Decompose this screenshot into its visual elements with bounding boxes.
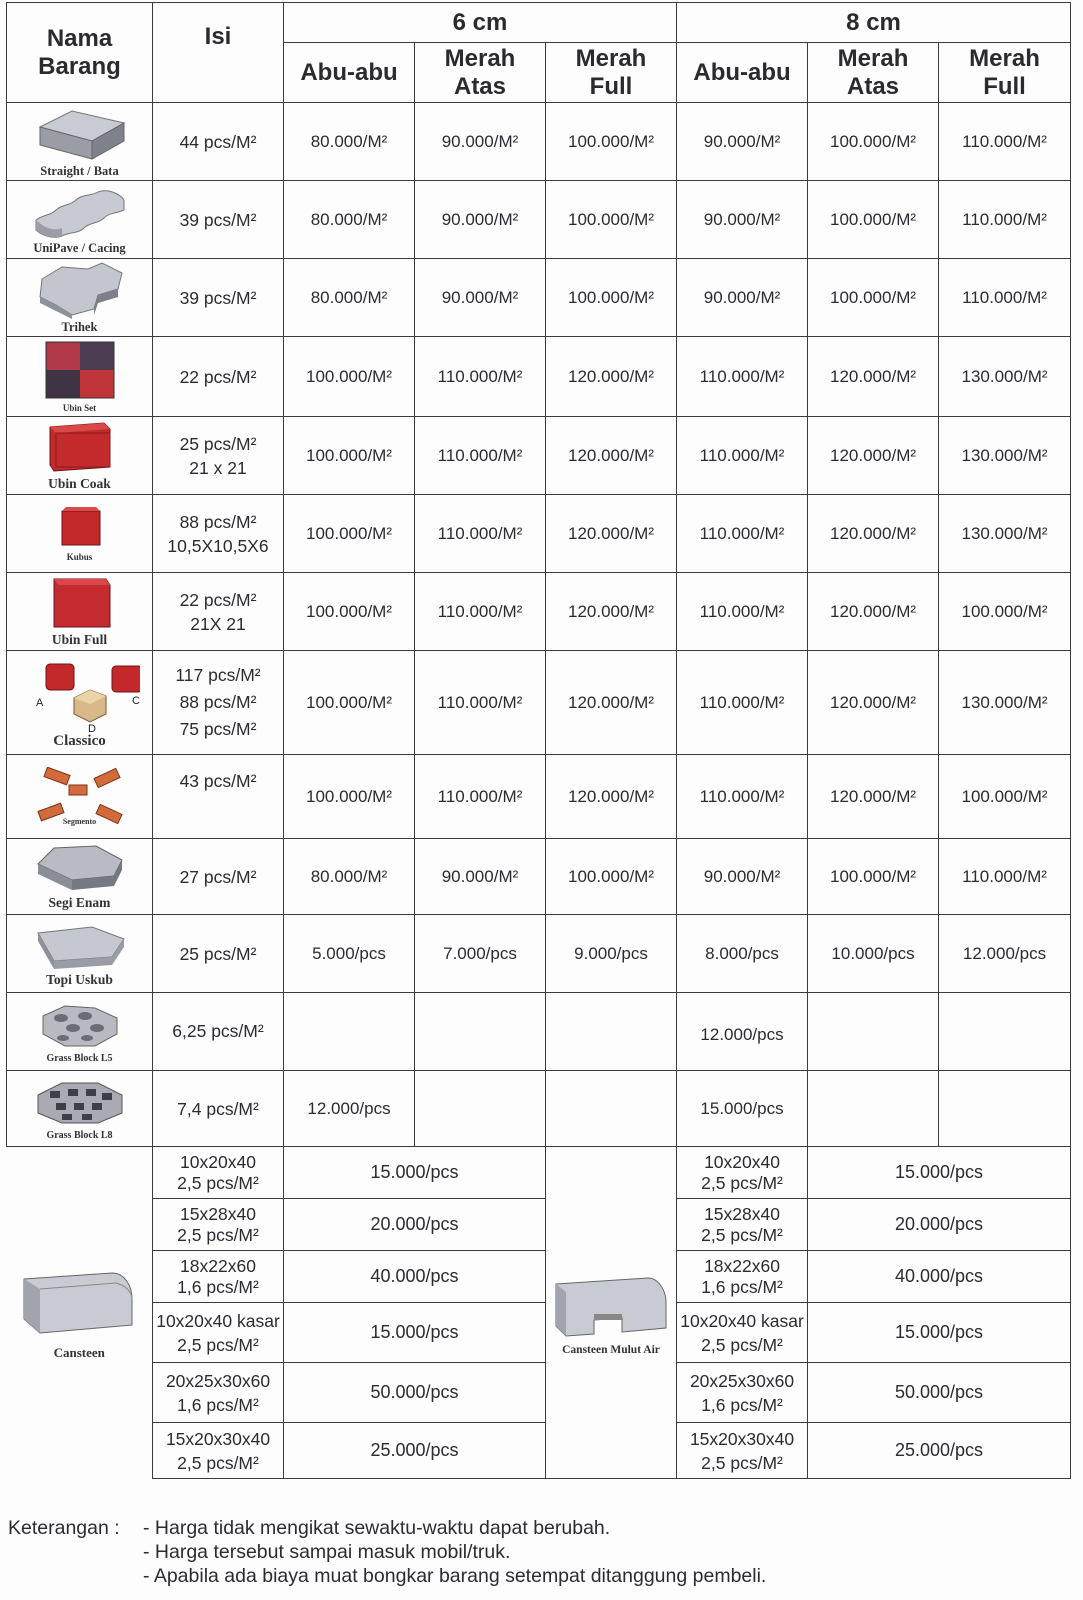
product-name: Straight / Bata	[40, 163, 119, 178]
price-cell: 100.000/M²	[808, 259, 939, 337]
price-cell: 15.000/pcs	[677, 1071, 808, 1147]
price-cell: 25.000/pcs	[284, 1423, 546, 1479]
price-cell: 100.000/M²	[939, 755, 1071, 839]
table-row	[7, 495, 1071, 573]
price-cell: 120.000/M²	[808, 573, 939, 651]
isi-cell: 43 pcs/M²	[153, 755, 284, 839]
cansteen-icon	[20, 1265, 138, 1339]
product-ubin-full	[7, 573, 153, 651]
table-row	[7, 417, 1071, 495]
isi-cell: 18x22x60 1,6 pcs/M²	[153, 1251, 284, 1303]
price-cell: 80.000/M²	[284, 103, 415, 181]
price-cell: 100.000/M²	[284, 573, 415, 651]
ubin-set-icon	[40, 340, 120, 402]
table-row	[7, 1147, 1071, 1199]
price-cell: 90.000/M²	[677, 181, 808, 259]
product-topi-uskub	[7, 915, 153, 993]
price-cell: 120.000/M²	[546, 573, 677, 651]
table-row	[7, 993, 1071, 1071]
price-cell: 110.000/M²	[677, 651, 808, 755]
notes-section	[8, 1516, 766, 1588]
classico-label-c: C	[131, 694, 140, 707]
price-cell: 20.000/pcs	[808, 1199, 1071, 1251]
segi-enam-icon	[32, 842, 128, 894]
isi-cell: 22 pcs/M² 21X 21	[153, 573, 284, 651]
header-col-merah-full-8: Merah Full	[939, 43, 1071, 103]
price-cell: 100.000/M²	[284, 495, 415, 573]
price-cell	[546, 993, 677, 1071]
product-segi-enam	[7, 839, 153, 915]
isi-cell: 39 pcs/M²	[153, 259, 284, 337]
table-row	[7, 103, 1071, 181]
notes-label: Keterangan :	[8, 1517, 120, 1539]
product-grass-block-l5	[7, 993, 153, 1071]
price-cell: 120.000/M²	[546, 651, 677, 755]
price-cell: 110.000/M²	[939, 181, 1071, 259]
price-cell: 110.000/M²	[415, 337, 546, 417]
product-grass-block-l8	[7, 1071, 153, 1147]
isi-cell: 27 pcs/M²	[153, 839, 284, 915]
classico-label-d: D	[87, 722, 96, 732]
price-cell: 110.000/M²	[415, 573, 546, 651]
product-kubus	[7, 495, 153, 573]
price-cell: 110.000/M²	[939, 839, 1071, 915]
price-cell	[808, 1071, 939, 1147]
header-col-abu-8: Abu-abu	[677, 43, 808, 103]
classico-icon	[20, 656, 140, 732]
table-row	[7, 1303, 1071, 1363]
isi-cell: 39 pcs/M²	[153, 181, 284, 259]
table-row	[7, 181, 1071, 259]
isi-cell: 6,25 pcs/M²	[153, 993, 284, 1071]
price-cell: 110.000/M²	[415, 651, 546, 755]
price-cell: 100.000/M²	[284, 755, 415, 839]
product-name: UniPave / Cacing	[33, 240, 126, 255]
price-cell: 12.000/pcs	[284, 1071, 415, 1147]
price-cell: 12.000/pcs	[939, 915, 1071, 993]
price-cell: 110.000/M²	[415, 417, 546, 495]
table-row	[7, 337, 1071, 417]
table-row	[7, 755, 1071, 839]
product-ubin-set	[7, 337, 153, 417]
unipave-block-icon	[30, 184, 130, 240]
product-name: Cansteen Mulut Air	[562, 1343, 660, 1356]
header-col-merah-atas-8: Merah Atas	[808, 43, 939, 103]
table-row	[7, 259, 1071, 337]
price-cell: 110.000/M²	[677, 417, 808, 495]
trihek-block-icon	[32, 261, 128, 319]
cansteen-mulut-air-icon	[552, 1270, 670, 1340]
isi-cell: 15x28x40 2,5 pcs/M²	[153, 1199, 284, 1251]
price-cell: 15.000/pcs	[808, 1303, 1071, 1363]
price-cell: 80.000/M²	[284, 259, 415, 337]
product-name: Classico	[53, 732, 106, 749]
price-cell: 130.000/M²	[939, 337, 1071, 417]
price-cell: 80.000/M²	[284, 181, 415, 259]
price-cell: 90.000/M²	[415, 259, 546, 337]
ubin-full-icon	[40, 575, 120, 631]
isi-cell: 25 pcs/M² 21 x 21	[153, 417, 284, 495]
price-cell: 100.000/M²	[284, 417, 415, 495]
price-cell: 100.000/M²	[939, 573, 1071, 651]
header-6cm: 6 cm	[284, 3, 677, 43]
isi-cell: 15x20x30x40 2,5 pcs/M²	[153, 1423, 284, 1479]
isi-cell: 117 pcs/M² 88 pcs/M² 75 pcs/M²	[153, 651, 284, 755]
price-cell: 7.000/pcs	[415, 915, 546, 993]
product-segmento	[7, 755, 153, 839]
table-row	[7, 1251, 1071, 1303]
isi-cell: 22 pcs/M²	[153, 337, 284, 417]
header-col-abu-6: Abu-abu	[284, 43, 415, 103]
product-name: Grass Block L5	[46, 1052, 113, 1064]
price-cell: 15.000/pcs	[284, 1147, 546, 1199]
price-cell	[415, 1071, 546, 1147]
price-cell	[546, 1071, 677, 1147]
note-line: - Harga tersebut sampai masuk mobil/truk.	[143, 1541, 511, 1563]
price-cell: 100.000/M²	[546, 839, 677, 915]
isi-cell: 20x25x30x60 1,6 pcs/M²	[153, 1363, 284, 1423]
price-cell	[939, 993, 1071, 1071]
price-cell: 120.000/M²	[808, 755, 939, 839]
table-row	[7, 915, 1071, 993]
price-cell: 110.000/M²	[415, 495, 546, 573]
price-cell: 15.000/pcs	[808, 1147, 1071, 1199]
product-classico	[7, 651, 153, 755]
header-col-merah-full-6: Merah Full	[546, 43, 677, 103]
isi-cell: 10x20x40 kasar 2,5 pcs/M²	[677, 1303, 808, 1363]
product-name: Segi Enam	[48, 895, 111, 910]
table-row	[7, 1363, 1071, 1423]
product-unipave	[7, 181, 153, 259]
kubus-icon	[50, 505, 110, 551]
price-cell: 110.000/M²	[677, 337, 808, 417]
product-straight	[7, 103, 153, 181]
product-name: Grass Block L8	[46, 1129, 113, 1141]
header-nama-barang: Nama Barang	[7, 3, 153, 103]
price-cell: 130.000/M²	[939, 417, 1071, 495]
isi-cell: 15x28x40 2,5 pcs/M²	[677, 1199, 808, 1251]
price-cell: 110.000/M²	[939, 103, 1071, 181]
price-cell	[808, 993, 939, 1071]
price-cell: 10.000/pcs	[808, 915, 939, 993]
price-cell: 25.000/pcs	[808, 1423, 1071, 1479]
price-cell: 110.000/M²	[677, 573, 808, 651]
price-cell: 100.000/M²	[284, 651, 415, 755]
price-cell: 50.000/pcs	[808, 1363, 1071, 1423]
product-name: Topi Uskub	[46, 972, 113, 987]
table-row	[7, 573, 1071, 651]
isi-cell: 25 pcs/M²	[153, 915, 284, 993]
price-cell: 110.000/M²	[677, 755, 808, 839]
product-cansteen	[7, 1147, 153, 1479]
price-cell: 110.000/M²	[677, 495, 808, 573]
note-line: - Apabila ada biaya muat bongkar barang setempat ditanggung pembeli.	[143, 1565, 767, 1587]
product-name: Kubus	[66, 552, 93, 562]
product-name: Cansteen	[53, 1344, 105, 1360]
price-cell: 90.000/M²	[415, 839, 546, 915]
grass-block-l8-icon	[32, 1077, 128, 1129]
price-table	[6, 2, 1071, 1479]
price-cell: 8.000/pcs	[677, 915, 808, 993]
price-cell: 40.000/pcs	[808, 1251, 1071, 1303]
price-cell: 20.000/pcs	[284, 1199, 546, 1251]
price-cell: 100.000/M²	[284, 337, 415, 417]
product-name: Segmento	[62, 817, 97, 826]
price-cell: 15.000/pcs	[284, 1303, 546, 1363]
price-cell: 100.000/M²	[808, 181, 939, 259]
price-cell: 130.000/M²	[939, 495, 1071, 573]
table-row	[7, 1071, 1071, 1147]
price-cell: 110.000/M²	[939, 259, 1071, 337]
ubin-coak-icon	[40, 419, 120, 475]
price-cell: 110.000/M²	[415, 755, 546, 839]
price-cell	[939, 1071, 1071, 1147]
isi-cell: 15x20x30x40 2,5 pcs/M²	[677, 1423, 808, 1479]
price-cell: 90.000/M²	[677, 103, 808, 181]
product-name: Ubin Full	[51, 632, 108, 647]
table-row	[7, 1199, 1071, 1251]
price-cell: 100.000/M²	[546, 181, 677, 259]
note-line: - Harga tidak mengikat sewaktu-waktu dapat berubah.	[143, 1517, 611, 1539]
product-name: Ubin Coak	[48, 476, 111, 491]
price-cell: 90.000/M²	[415, 181, 546, 259]
isi-cell: 7,4 pcs/M²	[153, 1071, 284, 1147]
table-row	[7, 839, 1071, 915]
isi-cell: 10x20x40 kasar 2,5 pcs/M²	[153, 1303, 284, 1363]
price-cell: 120.000/M²	[808, 337, 939, 417]
price-cell: 120.000/M²	[808, 495, 939, 573]
isi-cell: 44 pcs/M²	[153, 103, 284, 181]
isi-cell: 20x25x30x60 1,6 pcs/M²	[677, 1363, 808, 1423]
product-name: Ubin Set	[62, 403, 97, 413]
classico-label-a: A	[35, 696, 43, 709]
price-cell: 120.000/M²	[546, 337, 677, 417]
header-8cm: 8 cm	[677, 3, 1071, 43]
isi-cell: 10x20x40 2,5 pcs/M²	[677, 1147, 808, 1199]
price-cell: 50.000/pcs	[284, 1363, 546, 1423]
topi-uskub-icon	[32, 919, 128, 971]
price-cell: 120.000/M²	[546, 417, 677, 495]
isi-cell: 10x20x40 2,5 pcs/M²	[153, 1147, 284, 1199]
price-cell: 9.000/pcs	[546, 915, 677, 993]
price-cell: 130.000/M²	[939, 651, 1071, 755]
price-cell: 12.000/pcs	[677, 993, 808, 1071]
price-cell: 120.000/M²	[546, 755, 677, 839]
price-cell: 5.000/pcs	[284, 915, 415, 993]
price-cell: 120.000/M²	[808, 417, 939, 495]
price-cell: 90.000/M²	[415, 103, 546, 181]
price-cell: 100.000/M²	[546, 103, 677, 181]
price-cell: 100.000/M²	[808, 103, 939, 181]
product-ubin-coak	[7, 417, 153, 495]
straight-block-icon	[32, 105, 128, 163]
price-cell	[415, 993, 546, 1071]
price-cell: 120.000/M²	[808, 651, 939, 755]
product-cansteen-mulut-air	[546, 1147, 677, 1479]
price-cell: 100.000/M²	[546, 259, 677, 337]
price-cell: 90.000/M²	[677, 839, 808, 915]
price-cell	[284, 993, 415, 1071]
header-col-merah-atas-6: Merah Atas	[415, 43, 546, 103]
price-cell: 120.000/M²	[546, 495, 677, 573]
grass-block-l5-icon	[35, 1000, 125, 1052]
price-cell: 100.000/M²	[808, 839, 939, 915]
table-row	[7, 651, 1071, 755]
price-cell: 40.000/pcs	[284, 1251, 546, 1303]
isi-cell: 18x22x60 1,6 pcs/M²	[677, 1251, 808, 1303]
price-cell: 90.000/M²	[677, 259, 808, 337]
product-trihek	[7, 259, 153, 337]
table-row	[7, 1423, 1071, 1479]
isi-cell: 88 pcs/M² 10,5X10,5X6	[153, 495, 284, 573]
price-cell: 80.000/M²	[284, 839, 415, 915]
header-isi: Isi	[153, 3, 284, 103]
product-name: Trihek	[61, 319, 98, 334]
